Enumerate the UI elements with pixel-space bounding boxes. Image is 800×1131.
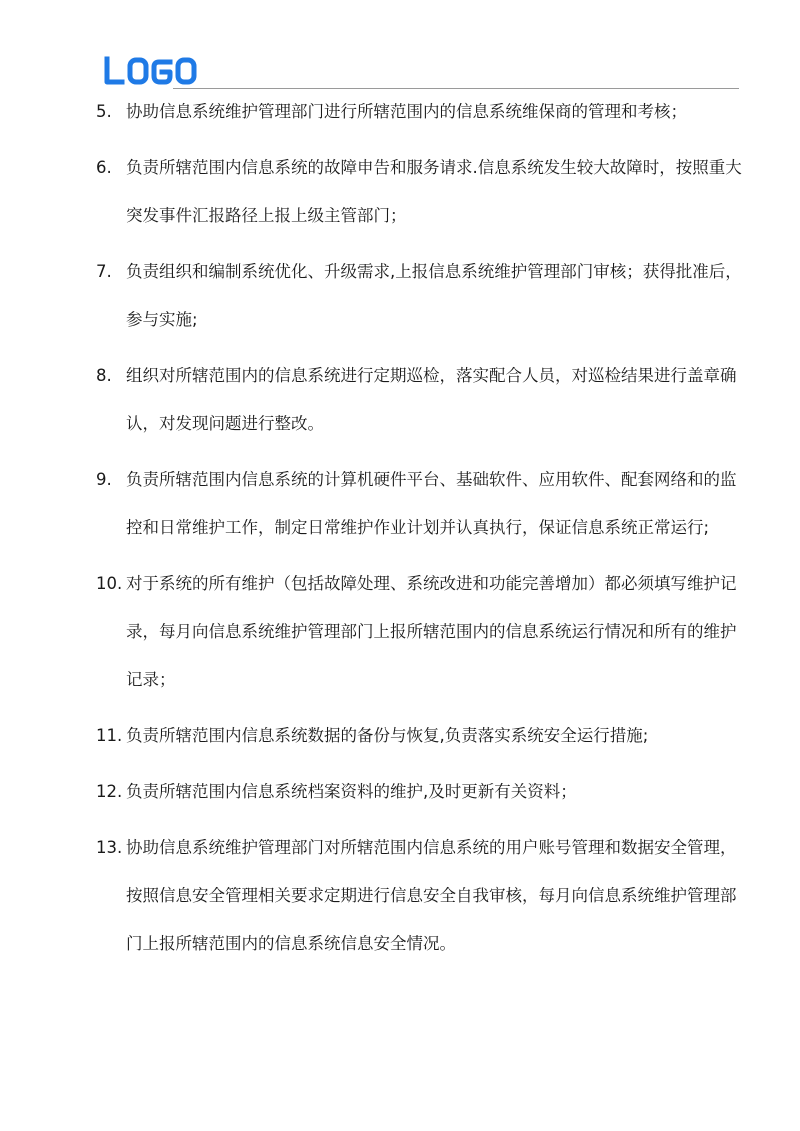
list-item-number: 5. xyxy=(96,102,112,121)
list-item-text: 负责组织和编制系统优化、升级需求,上报信息系统维护管理部门审核；获得批准后，参与实施; xyxy=(126,262,742,329)
list-item xyxy=(96,768,742,816)
page-header xyxy=(103,56,739,90)
list-item-number: 13. xyxy=(96,838,123,857)
list-item-text: 协助信息系统维护管理部门对所辖范围内信息系统的用户账号管理和数据安全管理，按照信息安全管理相关要求定期进行信息安全自我审核，每月向信息系统维护管理部门上报所辖范围内的信息系统信息安全情况。 xyxy=(126,838,737,953)
list-item-number: 6. xyxy=(96,158,112,177)
list-item-text: 负责所辖范围内信息系统的计算机硬件平台、基础软件、应用软件、配套网络和的监控和日常维护工作，制定日常维护作业计划并认真执行，保证信息系统正常运行; xyxy=(126,470,737,537)
list-item xyxy=(96,248,742,344)
list-item-number: 8. xyxy=(96,366,112,385)
numbered-list xyxy=(96,88,742,976)
list-item-text: 组织对所辖范围内的信息系统进行定期巡检，落实配合人员，对巡检结果进行盖章确认，对发现问题进行整改。 xyxy=(126,366,737,433)
list-item-text: 负责所辖范围内信息系统的故障申告和服务请求.信息系统发生较大故障时，按照重大突发事件汇报路径上报上级主管部门； xyxy=(126,158,742,225)
list-item xyxy=(96,144,742,240)
list-item-text: 对于系统的所有维护（包括故障处理、系统改进和功能完善增加）都必须填写维护记录，每月向信息系统维护管理部门上报所辖范围内的信息系统运行情况和所有的维护记录； xyxy=(126,574,737,689)
list-item xyxy=(96,352,742,448)
list-item xyxy=(96,712,742,760)
list-item xyxy=(96,824,742,968)
list-item-number: 10. xyxy=(96,574,123,593)
list-item-number: 12. xyxy=(96,782,123,801)
list-item-text: 负责所辖范围内信息系统档案资料的维护,及时更新有关资料； xyxy=(126,782,577,801)
list-item-text: 协助信息系统维护管理部门进行所辖范围内的信息系统维保商的管理和考核； xyxy=(126,102,687,121)
list-item-text: 负责所辖范围内信息系统数据的备份与恢复,负责落实系统安全运行措施; xyxy=(126,726,649,745)
list-item-number: 9. xyxy=(96,470,112,489)
list-item xyxy=(96,560,742,704)
logo xyxy=(103,56,199,86)
list-item xyxy=(96,456,742,552)
list-item xyxy=(96,88,742,136)
list-item-number: 11. xyxy=(96,726,123,745)
list-item-number: 7. xyxy=(96,262,112,281)
